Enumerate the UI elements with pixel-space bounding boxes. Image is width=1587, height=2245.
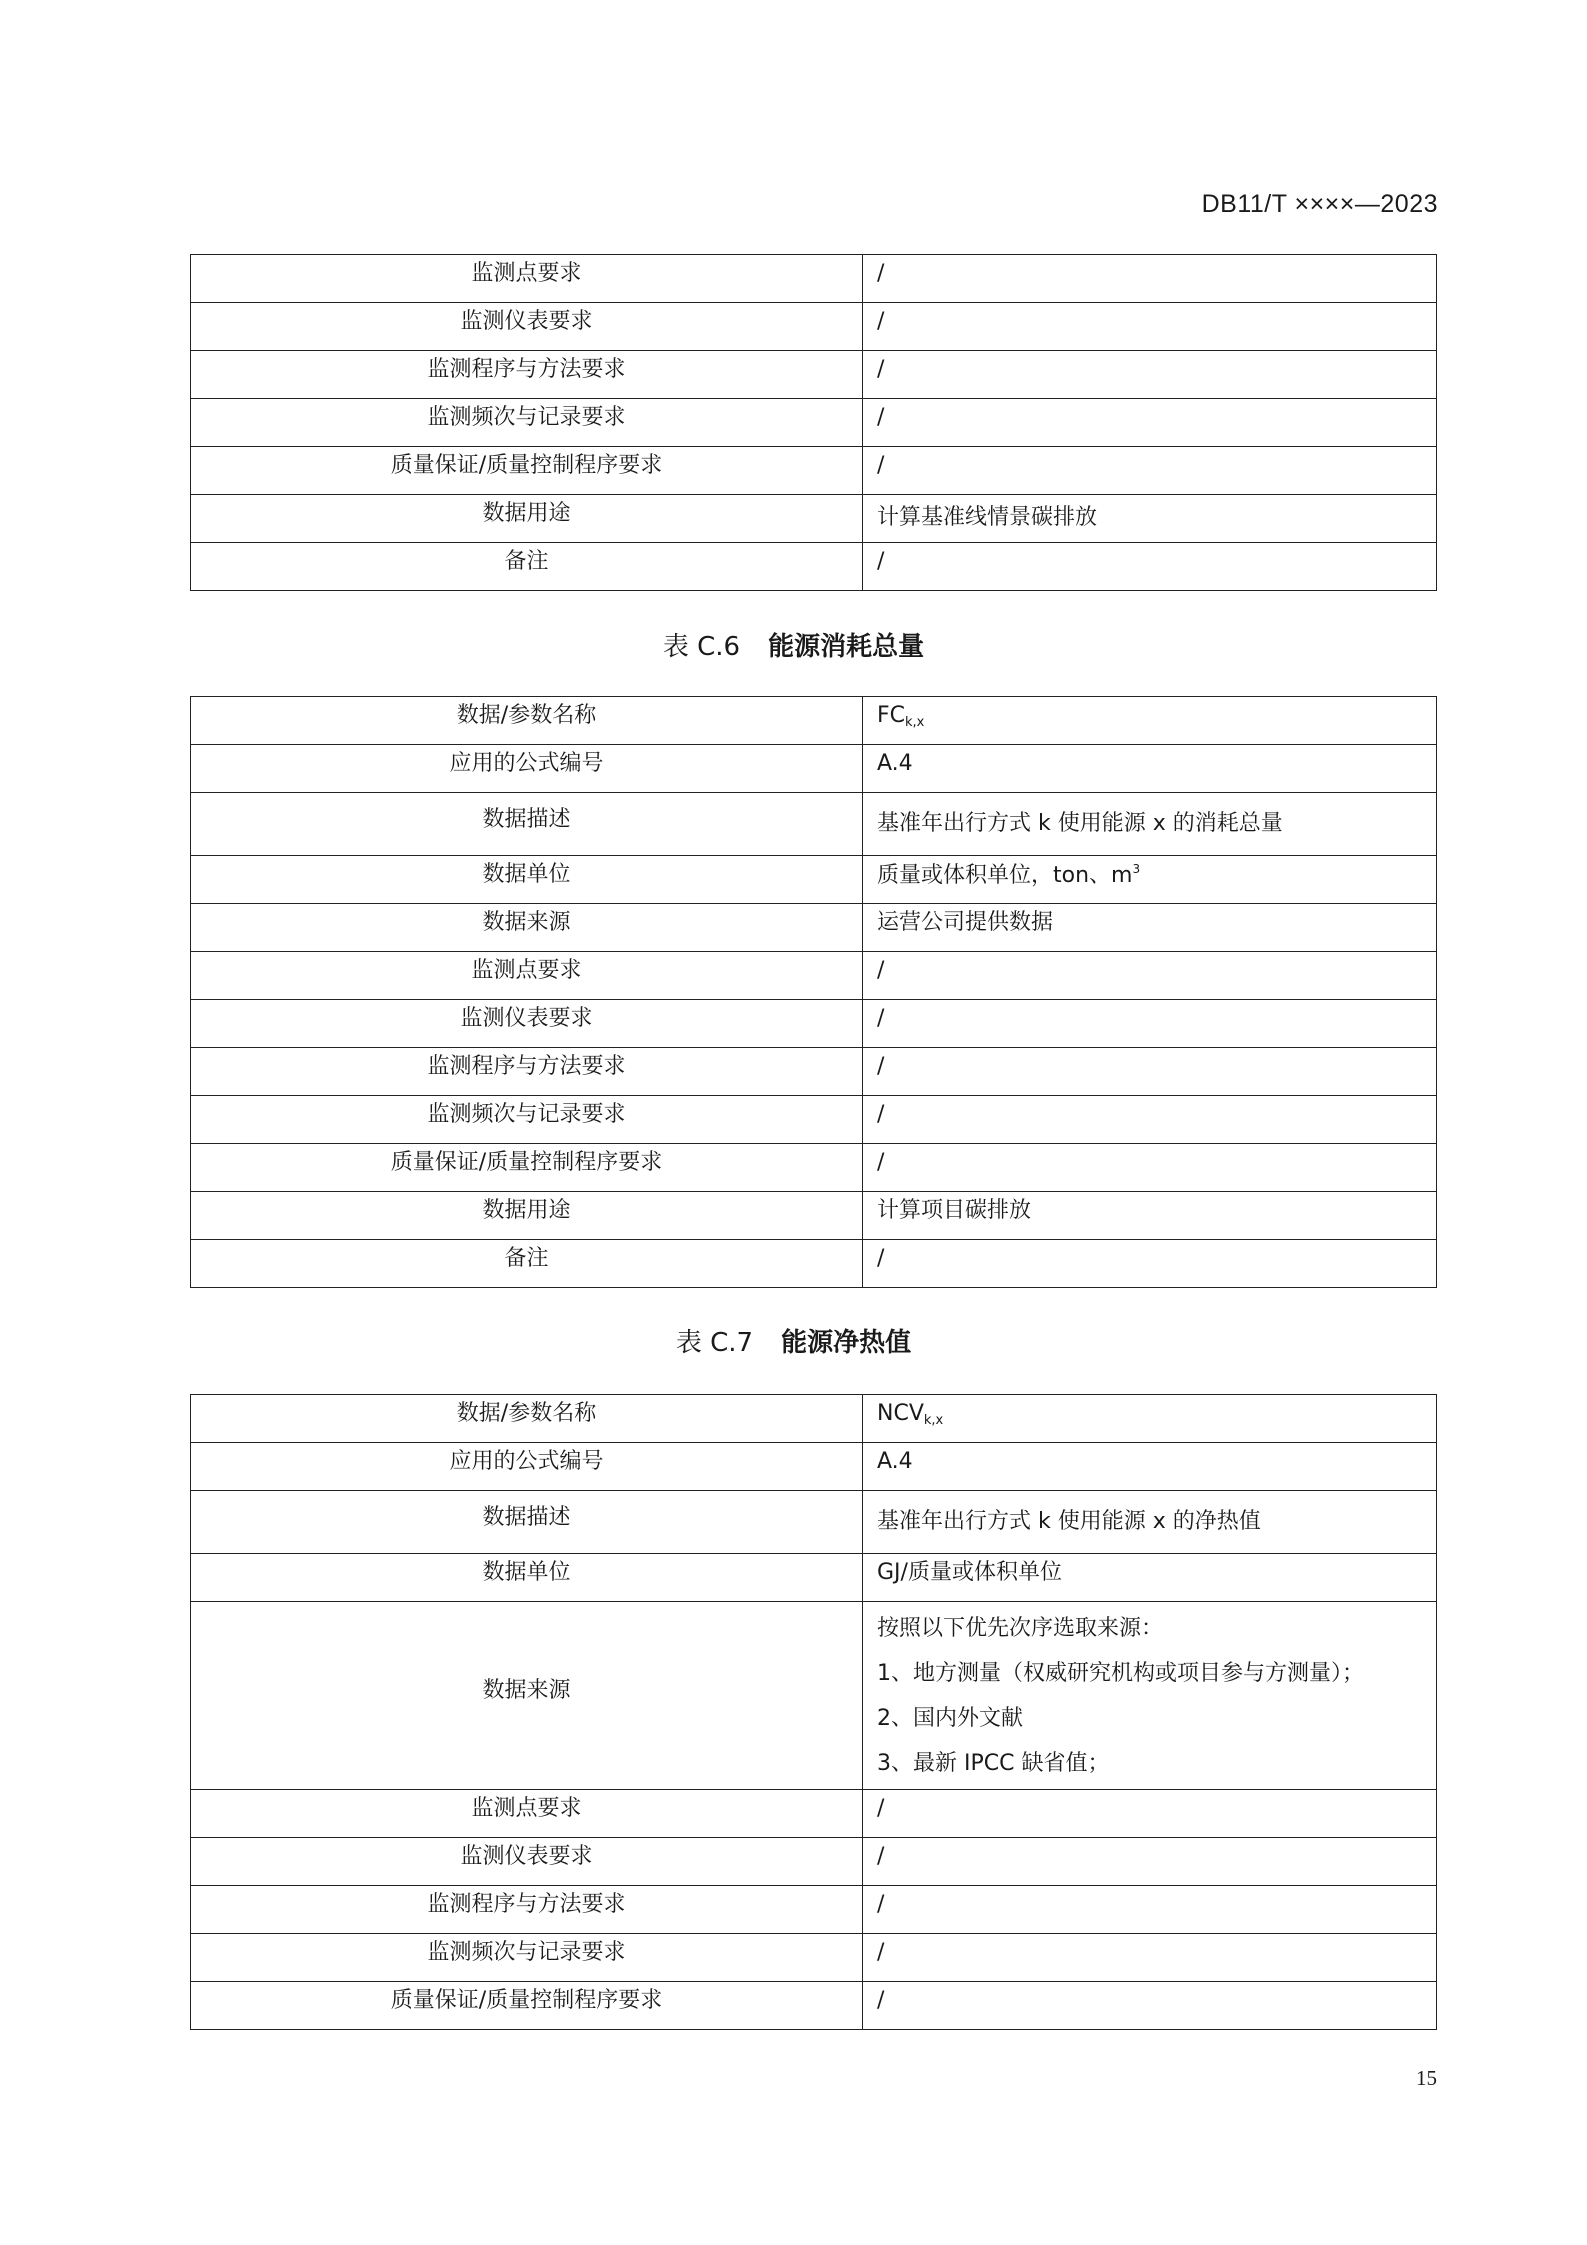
param-subscript: k,x: [923, 1412, 944, 1428]
param-symbol: $NCV_{k,x}$: [863, 1395, 1437, 1443]
row-label: 备注: [191, 543, 863, 591]
row-label: 数据用途: [191, 495, 863, 543]
row-label: 数据来源: [191, 904, 863, 952]
row-label: 质量保证/质量控制程序要求: [191, 1144, 863, 1192]
unit-value: 质量或体积单位，ton、$m^3$: [863, 856, 1437, 904]
source-line: 1、地方测量（权威研究机构或项目参与方测量）；: [877, 1660, 1364, 1686]
row-label: 数据单位: [191, 856, 863, 904]
table-row: [191, 495, 1437, 543]
row-value: /: [863, 1096, 1437, 1144]
unit-superscript: 3: [1132, 861, 1141, 876]
table-c7-caption: [0, 1322, 1587, 1359]
row-value: /: [863, 1934, 1437, 1982]
row-label: 监测点要求: [191, 255, 863, 303]
table-row: [191, 447, 1437, 495]
table-row: [191, 1491, 1437, 1554]
caption-number: 表 C.7: [675, 1328, 754, 1358]
param-subscript: k,x: [905, 714, 925, 730]
row-value: GJ/质量或体积单位: [863, 1554, 1437, 1602]
row-label: 监测点要求: [191, 1790, 863, 1838]
table-row: [191, 255, 1437, 303]
row-label: 监测频次与记录要求: [191, 1934, 863, 1982]
table-row: [191, 303, 1437, 351]
row-value: A.4: [863, 745, 1437, 793]
row-value: 计算项目碳排放: [863, 1192, 1437, 1240]
table-row: [191, 1838, 1437, 1886]
table-row: [191, 1790, 1437, 1838]
row-value: 计算基准线情景碳排放: [863, 495, 1437, 543]
table-row: [191, 1554, 1437, 1602]
table-c7: [190, 1394, 1437, 2030]
row-value: /: [863, 1982, 1437, 2030]
row-value: /: [863, 1144, 1437, 1192]
caption-title: 能源消耗总量: [768, 632, 925, 662]
table-row: [191, 351, 1437, 399]
table-row: [191, 543, 1437, 591]
param-symbol: $FC_{k,x}$: [863, 697, 1437, 745]
source-line: 按照以下优先次序选取来源：: [877, 1615, 1164, 1641]
table-c5-continuation: [190, 254, 1437, 591]
row-value: /: [863, 543, 1437, 591]
row-value: /: [863, 1790, 1437, 1838]
row-value: /: [863, 255, 1437, 303]
row-label: 监测仪表要求: [191, 303, 863, 351]
table-row: [191, 856, 1437, 904]
row-label: 质量保证/质量控制程序要求: [191, 447, 863, 495]
row-label: 数据/参数名称: [191, 1395, 863, 1443]
table-row: [191, 697, 1437, 745]
row-label: 监测程序与方法要求: [191, 351, 863, 399]
caption-title: 能源净热值: [781, 1328, 912, 1358]
table-row: [191, 1934, 1437, 1982]
row-label: 监测仪表要求: [191, 1838, 863, 1886]
row-label: 数据/参数名称: [191, 697, 863, 745]
table-row: [191, 1443, 1437, 1491]
table-row: [191, 1048, 1437, 1096]
row-label: 监测程序与方法要求: [191, 1886, 863, 1934]
row-value: /: [863, 303, 1437, 351]
row-value: A.4: [863, 1443, 1437, 1491]
row-value: /: [863, 1838, 1437, 1886]
row-value: 运营公司提供数据: [863, 904, 1437, 952]
document-code: DB11/T ××××—2023: [1201, 190, 1438, 218]
table-row: [191, 793, 1437, 856]
row-label: 应用的公式编号: [191, 1443, 863, 1491]
row-label: 应用的公式编号: [191, 745, 863, 793]
source-line: 3、最新 IPCC 缺省值；: [877, 1750, 1110, 1776]
row-value: /: [863, 1240, 1437, 1288]
source-list: [863, 1602, 1437, 1790]
row-label: 数据来源: [191, 1602, 863, 1790]
row-value: 基准年出行方式 k 使用能源 x 的消耗总量: [863, 793, 1437, 856]
source-line: 2、国内外文献: [877, 1705, 1023, 1731]
row-label: 数据单位: [191, 1554, 863, 1602]
row-label: 监测频次与记录要求: [191, 399, 863, 447]
row-label: 监测频次与记录要求: [191, 1096, 863, 1144]
table-row: [191, 1096, 1437, 1144]
row-label: 数据描述: [191, 793, 863, 856]
row-value: /: [863, 1886, 1437, 1934]
table-row: [191, 1000, 1437, 1048]
row-value: /: [863, 399, 1437, 447]
table-row: [191, 1602, 1437, 1790]
table-row: [191, 1395, 1437, 1443]
row-label: 监测程序与方法要求: [191, 1048, 863, 1096]
table-row: [191, 745, 1437, 793]
row-label: 监测仪表要求: [191, 1000, 863, 1048]
table-row: [191, 1192, 1437, 1240]
row-label: 监测点要求: [191, 952, 863, 1000]
row-label: 质量保证/质量控制程序要求: [191, 1982, 863, 2030]
row-value: 基准年出行方式 k 使用能源 x 的净热值: [863, 1491, 1437, 1554]
table-row: [191, 1144, 1437, 1192]
row-label: 备注: [191, 1240, 863, 1288]
table-row: [191, 904, 1437, 952]
page-number: 15: [1416, 2066, 1437, 2090]
row-value: /: [863, 351, 1437, 399]
caption-number: 表 C.6: [662, 632, 741, 662]
row-value: /: [863, 447, 1437, 495]
table-row: [191, 1982, 1437, 2030]
table-c6-caption: [0, 626, 1587, 663]
table-row: [191, 1240, 1437, 1288]
row-value: /: [863, 1048, 1437, 1096]
row-value: /: [863, 952, 1437, 1000]
table-row: [191, 399, 1437, 447]
row-label: 数据用途: [191, 1192, 863, 1240]
row-label: 数据描述: [191, 1491, 863, 1554]
table-row: [191, 952, 1437, 1000]
row-value: /: [863, 1000, 1437, 1048]
table-c6: [190, 696, 1437, 1288]
table-row: [191, 1886, 1437, 1934]
